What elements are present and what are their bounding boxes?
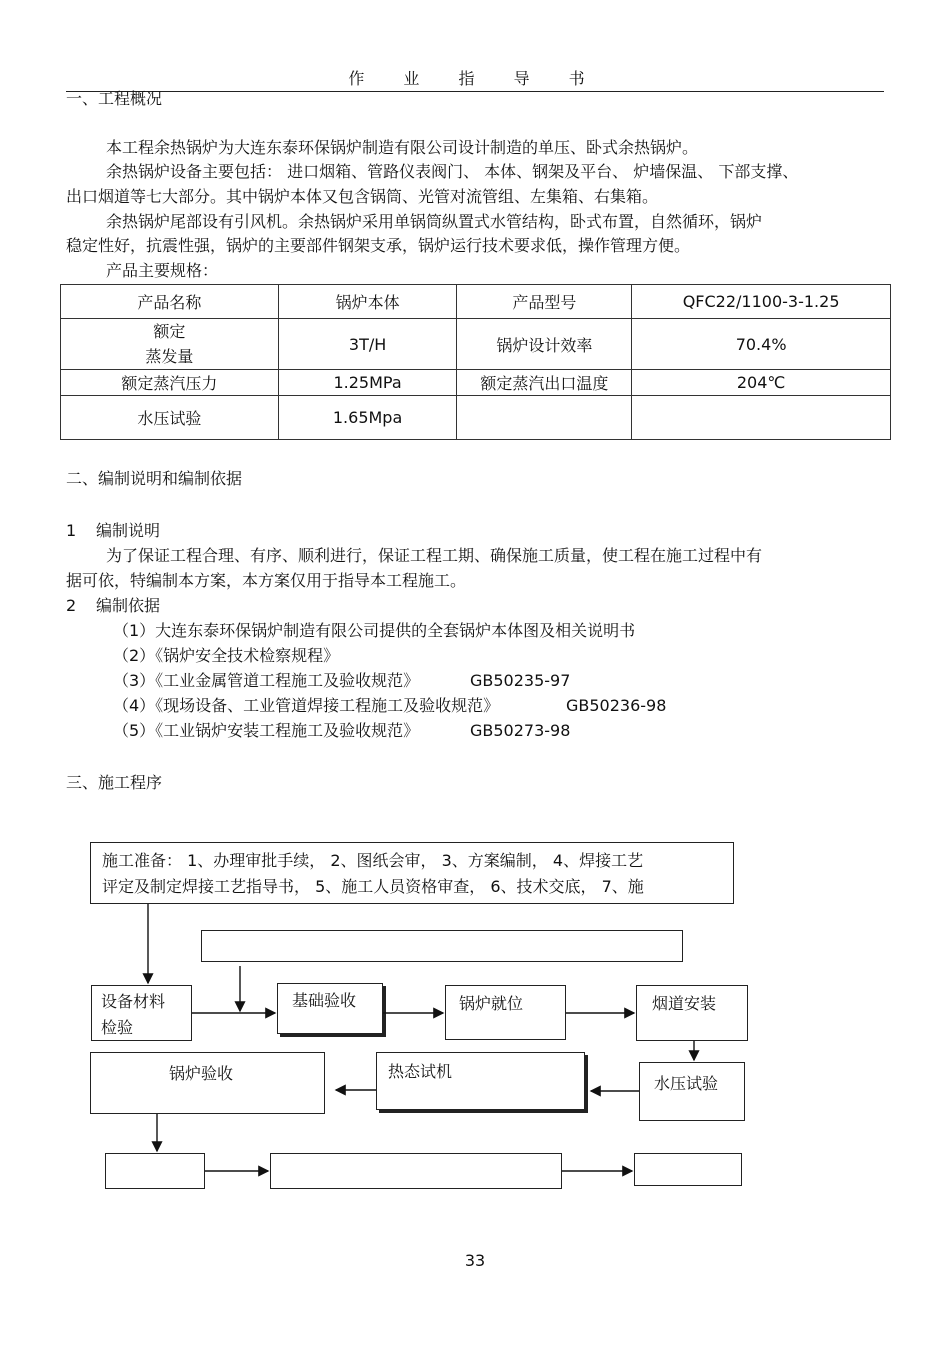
flow-box-empty (201, 930, 683, 962)
reference-item: （5）《工业锅炉安装工程施工及验收规范》 (113, 721, 420, 740)
reference-item: （2）《锅炉安全技术检察规程》 (113, 646, 340, 665)
section1-paragraph-2-line2: 出口烟道等七大部分。其中锅炉本体又包含锅筒、光管对流管组、左集箱、右集箱。 (66, 187, 659, 206)
section1-paragraph-3-line2: 稳定性好，抗震性强，锅炉的主要部件钢架支承，锅炉运行技术要求低，操作管理方便。 (66, 236, 691, 255)
flow-box-foundation-acceptance (277, 983, 383, 1034)
section1-paragraph-2-line1: 余热锅炉设备主要包括： 进口烟箱、管路仪表阀门、 本体、钢架及平台、 炉墙保温、 下部支撑、 (106, 162, 799, 181)
table-row (61, 370, 891, 396)
table-cell: 水压试验 (61, 396, 279, 440)
spec-table-caption: 产品主要规格： (106, 261, 219, 280)
reference-code: GB50273-98 (470, 721, 571, 740)
table-cell: 额定蒸汽出口温度 (457, 370, 632, 396)
flow-flue-label: 烟道安装 (652, 994, 717, 1013)
flow-hot-test-label: 热态试机 (388, 1062, 453, 1081)
section2-heading: 二、编制说明和编制依据 (66, 469, 243, 488)
subsection1-text-line2: 据可依，特编制本方案，本方案仅用于指导本工程施工。 (66, 571, 467, 590)
section1-paragraph-3-line1: 余热锅炉尾部设有引风机。余热锅炉采用单锅筒纵置式水管结构，卧式布置，自然循环，锅炉 (106, 212, 763, 231)
table-row (61, 396, 891, 440)
table-cell: QFC22/1100-3-1.25 (632, 285, 891, 319)
section1-paragraph-1: 本工程余热锅炉为大连东泰环保锅炉制造有限公司设计制造的单压、卧式余热锅炉。 (106, 138, 699, 157)
table-cell: 1.25MPa (278, 370, 457, 396)
flow-preparation-line2: 评定及制定焊接工艺指导书， 5、施工人员资格审查， 6、技术交底， 7、施 (102, 877, 644, 896)
document-header-title: 作 业 指 导 书 (348, 69, 602, 88)
flow-preparation-line1: 施工准备： 1、办理审批手续， 2、图纸会审， 3、方案编制， 4、焊接工艺 (102, 851, 644, 870)
table-cell (632, 396, 891, 440)
flow-box-hydro-test (639, 1062, 745, 1121)
product-spec-table (60, 284, 891, 440)
table-cell: 1.65Mpa (278, 396, 457, 440)
flow-box-preparation (90, 842, 734, 904)
flow-box-boiler-acceptance (90, 1052, 325, 1114)
table-cell: 产品名称 (61, 285, 279, 319)
table-cell: 70.4% (632, 319, 891, 370)
flow-box-boiler-placement (445, 985, 566, 1040)
flow-box-material-inspection (91, 985, 192, 1041)
flow-box-hot-test (376, 1052, 585, 1110)
table-cell: 额定蒸汽压力 (61, 370, 279, 396)
flow-box-empty (270, 1153, 562, 1189)
section3-heading: 三、施工程序 (66, 773, 163, 792)
flow-box-flue-installation (636, 985, 748, 1041)
subsection1-text-line1: 为了保证工程合理、有序、顺利进行，保证工程工期、确保施工质量，使工程在施工过程中有 (106, 546, 763, 565)
table-cell (457, 396, 632, 440)
table-cell: 锅炉设计效率 (457, 319, 632, 370)
flow-hydro-label: 水压试验 (654, 1074, 719, 1093)
reference-code: GB50235-97 (470, 671, 571, 690)
table-row (61, 285, 891, 319)
table-cell: 204℃ (632, 370, 891, 396)
subsection1-number: 1 (66, 521, 77, 540)
page-number: 33 (464, 1251, 486, 1270)
flow-material-label: 设备材料 检验 (101, 992, 166, 1037)
reference-item: （3）《工业金属管道工程施工及验收规范》 (113, 671, 420, 690)
subsection2-title: 编制依据 (96, 596, 161, 615)
flow-acceptance-label: 锅炉验收 (169, 1064, 234, 1083)
flow-foundation-label: 基础验收 (292, 991, 357, 1010)
reference-item: （4）《现场设备、工业管道焊接工程施工及验收规范》 (113, 696, 500, 715)
section1-heading: 一、工程概况 (66, 89, 163, 108)
flow-boiler-place-label: 锅炉就位 (459, 994, 524, 1013)
flow-box-empty (634, 1153, 742, 1186)
subsection1-title: 编制说明 (96, 521, 161, 540)
subsection2-number: 2 (66, 596, 77, 615)
table-row (61, 319, 891, 370)
table-cell: 锅炉本体 (278, 285, 457, 319)
table-cell: 额定 蒸发量 (61, 319, 279, 370)
reference-item: （1）大连东泰环保锅炉制造有限公司提供的全套锅炉本体图及相关说明书 (113, 621, 636, 640)
header-rule (66, 91, 884, 92)
table-cell: 产品型号 (457, 285, 632, 319)
reference-code: GB50236-98 (566, 696, 667, 715)
table-cell: 3T/H (278, 319, 457, 370)
flow-box-empty (105, 1153, 205, 1189)
